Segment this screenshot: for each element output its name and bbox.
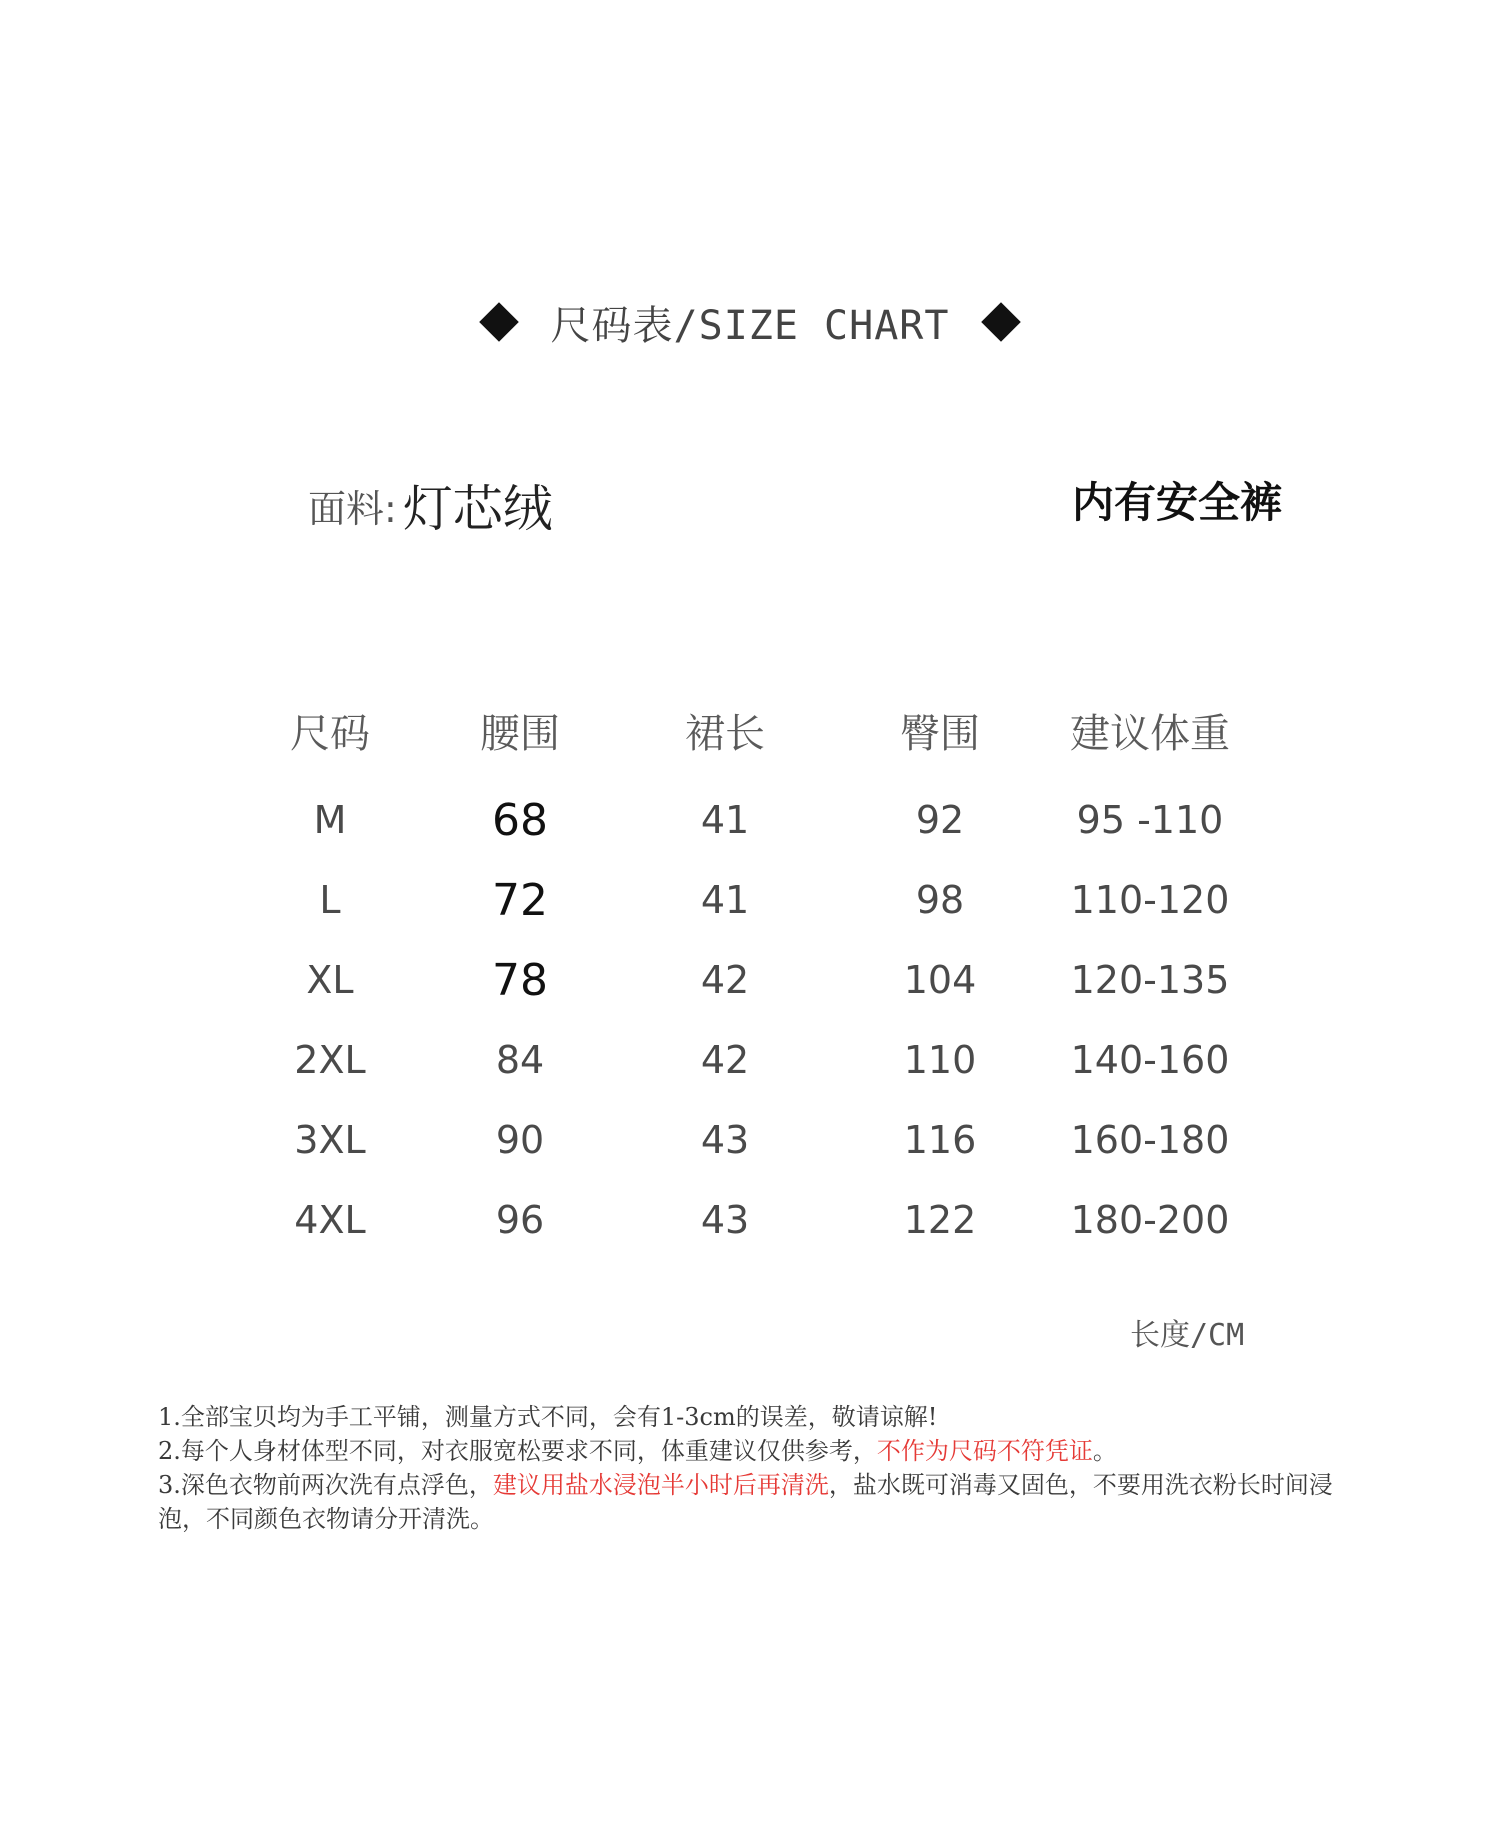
note-line-3-highlight: 建议用盐水浸泡半小时后再清洗 xyxy=(492,1471,829,1499)
weight-cell: 180-200 xyxy=(1070,1198,1230,1242)
skirt-length-cell: 43 xyxy=(700,1118,750,1162)
fabric-value: 灯芯绒 xyxy=(402,480,553,538)
column-header-hip: 臀围 xyxy=(900,710,980,757)
table-header-row xyxy=(240,680,1280,780)
hip-cell: 110 xyxy=(903,1038,977,1082)
waist-cell: 90 xyxy=(495,1118,545,1162)
skirt-length-cell: 42 xyxy=(700,958,750,1002)
table-row xyxy=(240,940,1280,1020)
hip-cell: 92 xyxy=(915,798,965,842)
size-cell: M xyxy=(313,798,347,842)
size-chart-header xyxy=(0,292,1500,352)
note-line-2 xyxy=(158,1434,1338,1468)
diamond-right-icon xyxy=(982,302,1022,342)
column-header-waist: 腰围 xyxy=(480,710,560,757)
waist-cell: 84 xyxy=(495,1038,545,1082)
column-header-size: 尺码 xyxy=(290,710,370,757)
unit-label: 长度/CM xyxy=(1130,1318,1245,1353)
table-row xyxy=(240,860,1280,940)
weight-cell: 95 -110 xyxy=(1076,798,1224,842)
note-line-3 xyxy=(158,1468,1338,1536)
skirt-length-cell: 42 xyxy=(700,1038,750,1082)
size-cell: 2XL xyxy=(294,1038,366,1082)
weight-cell: 140-160 xyxy=(1070,1038,1230,1082)
fabric-info xyxy=(308,470,553,540)
size-chart-title: 尺码表/SIZE CHART xyxy=(550,302,950,349)
safety-shorts-note: 内有安全裤 xyxy=(1072,478,1283,527)
skirt-length-cell: 41 xyxy=(700,798,750,842)
waist-cell: 96 xyxy=(495,1198,545,1242)
hip-cell: 116 xyxy=(903,1118,977,1162)
column-header-weight: 建议体重 xyxy=(1070,710,1230,757)
hip-cell: 98 xyxy=(915,878,965,922)
skirt-length-cell: 43 xyxy=(700,1198,750,1242)
note-line-2-end: 。 xyxy=(1092,1437,1117,1465)
note-line-1: 1.全部宝贝均为手工平铺，测量方式不同，会有1-3cm的误差，敬请谅解! xyxy=(158,1403,938,1431)
size-cell: L xyxy=(319,878,341,922)
table-row xyxy=(240,1100,1280,1180)
note-line-2-text: 2.每个人身材体型不同，对衣服宽松要求不同，体重建议仅供参考， xyxy=(158,1437,877,1465)
weight-cell: 110-120 xyxy=(1070,878,1230,922)
note-line-3-text: 3.深色衣物前两次洗有点浮色， xyxy=(158,1471,493,1499)
care-notes xyxy=(158,1400,1338,1536)
table-row xyxy=(240,780,1280,860)
skirt-length-cell: 41 xyxy=(700,878,750,922)
weight-cell: 160-180 xyxy=(1070,1118,1230,1162)
note-line-2-highlight: 不作为尺码不符凭证 xyxy=(876,1437,1093,1465)
size-cell: 3XL xyxy=(294,1118,366,1162)
size-cell: 4XL xyxy=(294,1198,366,1242)
hip-cell: 122 xyxy=(903,1198,977,1242)
table-row xyxy=(240,1020,1280,1100)
weight-cell: 120-135 xyxy=(1070,958,1230,1002)
column-header-skirt-length: 裙长 xyxy=(685,710,765,757)
fabric-label: 面料: xyxy=(308,486,397,531)
waist-cell: 72 xyxy=(492,874,548,926)
waist-cell: 68 xyxy=(492,794,548,846)
hip-cell: 104 xyxy=(903,958,977,1002)
diamond-left-icon xyxy=(479,302,519,342)
note-line-3-end: ，盐水既可消毒又固色，不要用洗衣粉长时间浸泡，不同颜色衣物请分开清洗。 xyxy=(158,1471,1333,1533)
size-cell: XL xyxy=(306,958,354,1002)
table-row xyxy=(240,1180,1280,1260)
waist-cell: 78 xyxy=(492,954,548,1006)
size-table xyxy=(240,680,1280,1260)
